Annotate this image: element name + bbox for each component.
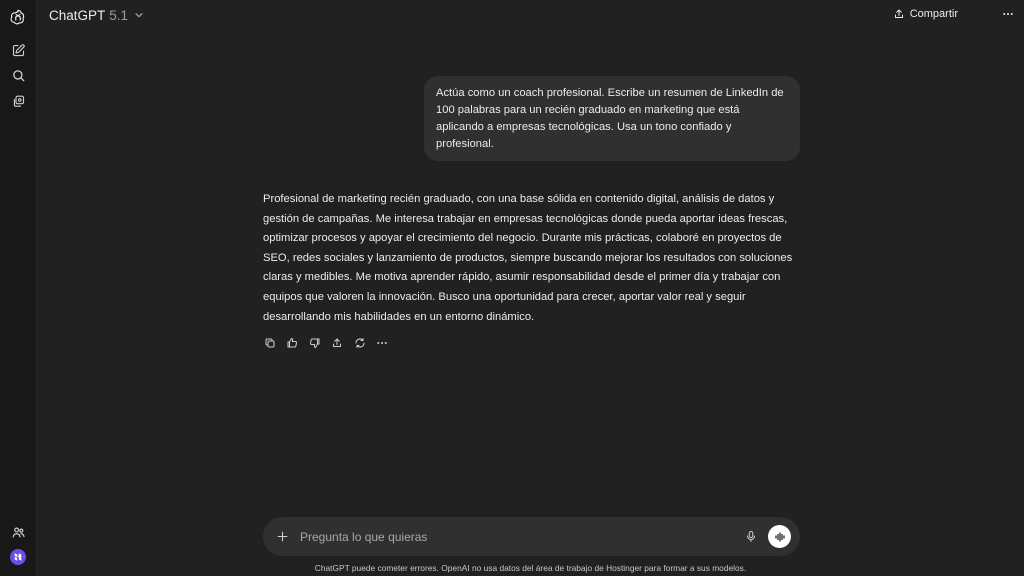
new-chat-icon[interactable] xyxy=(6,38,30,62)
search-icon[interactable] xyxy=(6,63,30,87)
thumbs-up-icon xyxy=(286,337,298,349)
regenerate-button[interactable] xyxy=(353,336,366,350)
voice-waveform-icon xyxy=(774,531,786,543)
thumbs-up-button[interactable] xyxy=(286,336,299,350)
sidebar-rail xyxy=(0,0,37,576)
more-options-button[interactable] xyxy=(1001,7,1015,21)
message-composer xyxy=(263,517,800,556)
dictate-button[interactable] xyxy=(744,529,758,544)
assistant-message: Profesional de marketing recién graduado, con una base sólida en contenido digital, análisis de datos y gestión de campañas. Me interesa trabajar en empresas tecnológicas donde pueda aportar ideas frescas, optimizar procesos y apoyar el crecimiento del negocio. Durante mis prácticas, colaboré en proyectos de SEO, redes sociales y lanzamiento de productos, siempre buscando mejorar los resultados con soluciones claras y medibles. Me motiva aprender rápido, asumir responsabilidad desde el primer día y trabajar con equipos que valoren la innovación. Busco una oportunidad para crecer, aportar valor real y seguir desarrollando mis habilidades en un entorno dinámico. xyxy=(263,193,793,323)
model-name: ChatGPT xyxy=(49,7,106,23)
openai-logo-icon[interactable] xyxy=(6,5,30,29)
copy-button[interactable] xyxy=(263,336,276,350)
regenerate-icon xyxy=(354,337,366,349)
more-actions-button[interactable] xyxy=(376,336,389,350)
share-label: Compartir xyxy=(909,8,958,20)
thumbs-down-icon xyxy=(309,337,321,349)
share-icon xyxy=(893,8,905,20)
share-button[interactable] xyxy=(893,7,958,21)
thumbs-down-button[interactable] xyxy=(308,336,321,350)
message-actions xyxy=(263,336,389,350)
prompt-input[interactable] xyxy=(300,527,730,546)
user-message: Actúa como un coach profesional. Escribe un resumen de LinkedIn de 100 palabras para un recién graduado en marketing que está aplicando a empresas tecnológicas. Usa un tono confiado y profesional. xyxy=(424,76,800,161)
voice-mode-button[interactable] xyxy=(768,525,791,548)
library-icon[interactable] xyxy=(6,89,30,113)
more-icon xyxy=(1002,8,1014,20)
more-icon xyxy=(376,337,388,349)
top-header xyxy=(37,0,1024,28)
disclaimer-text: ChatGPT puede cometer errores. OpenAI no usa datos del área de trabajo de Hostinger para formar a sus modelos. xyxy=(314,563,747,573)
attach-button[interactable] xyxy=(275,529,290,544)
plus-icon xyxy=(276,530,289,543)
share-message-button[interactable] xyxy=(331,336,344,350)
copy-icon xyxy=(264,337,276,349)
team-icon[interactable] xyxy=(6,520,30,544)
chevron-down-icon xyxy=(134,10,144,20)
model-version: 5.1 xyxy=(109,7,129,23)
share-icon xyxy=(331,337,343,349)
microphone-icon xyxy=(745,530,757,543)
model-selector[interactable] xyxy=(49,6,144,24)
